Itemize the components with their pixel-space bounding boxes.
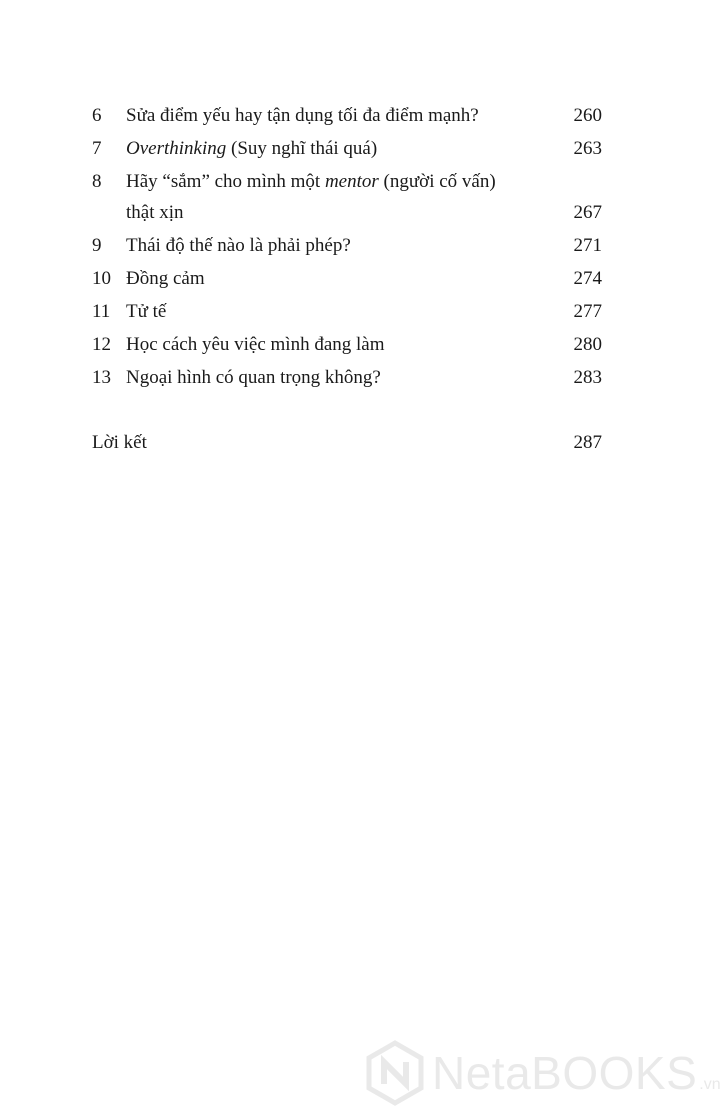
toc-entry-number: 10 xyxy=(92,268,111,289)
toc-entry-13 xyxy=(92,367,602,389)
watermark-brand: NetaBOOKS xyxy=(432,1047,698,1099)
toc-entry-12 xyxy=(92,334,602,356)
toc-entry-number: 7 xyxy=(92,138,102,159)
toc-entry-page: 271 xyxy=(573,235,602,256)
toc-entry-number: 8 xyxy=(92,171,102,192)
toc-entry-title-part: (người cố vấn) xyxy=(378,171,496,192)
toc-entry-title-rest: (Suy nghĩ thái quá) xyxy=(226,138,378,159)
watermark-suffix: .vn xyxy=(699,1076,721,1093)
toc-entry-title: Đồng cảm xyxy=(126,268,205,289)
toc-entry-number: 12 xyxy=(92,334,111,355)
netabooks-watermark xyxy=(362,1038,721,1108)
toc-entry-title: Ngoại hình có quan trọng không? xyxy=(126,367,381,388)
toc-entry-title-italic: mentor xyxy=(324,171,379,192)
toc-entry-title: Lời kết xyxy=(92,432,147,453)
toc-entry-page: 287 xyxy=(573,432,602,453)
toc-entry-number: 9 xyxy=(92,235,102,256)
toc-entry-8 xyxy=(92,171,602,224)
toc-entry-7 xyxy=(92,138,602,160)
toc-entry-page: 263 xyxy=(573,138,602,159)
toc-entry-9 xyxy=(92,235,602,257)
toc-entry-page: 283 xyxy=(573,367,602,388)
toc-entry-closing xyxy=(92,432,602,454)
toc-entry-title-line-1 xyxy=(126,171,550,193)
toc-entry-title xyxy=(126,171,550,224)
toc-entry-title-part: Hãy “sắm” cho mình một xyxy=(126,171,325,192)
toc-entry-number: 13 xyxy=(92,367,111,388)
toc-entry-10 xyxy=(92,268,602,290)
toc-entry-page: 280 xyxy=(573,334,602,355)
toc-entry-11 xyxy=(92,301,602,323)
toc-entry-title-line-2: thật xịn xyxy=(126,202,184,223)
toc-entry-title: Sửa điểm yếu hay tận dụng tối đa điểm mạnh? xyxy=(126,105,479,126)
toc-entry-6 xyxy=(92,105,602,127)
toc-entry-number: 6 xyxy=(92,105,102,126)
toc-entry-title: Học cách yêu việc mình đang làm xyxy=(126,334,385,355)
toc-entry-page: 267 xyxy=(573,202,602,223)
toc-entry-page: 277 xyxy=(573,301,602,322)
netabooks-logo-icon xyxy=(362,1040,428,1106)
toc-entry-page: 260 xyxy=(573,105,602,126)
toc-entry-title: Thái độ thế nào là phải phép? xyxy=(126,235,351,256)
table-of-contents xyxy=(92,105,602,465)
toc-entry-page: 274 xyxy=(573,268,602,289)
toc-entry-title xyxy=(126,138,550,160)
toc-entry-title: Tử tế xyxy=(126,301,167,322)
toc-entry-number: 11 xyxy=(92,301,111,322)
toc-entry-title-italic: Overthinking xyxy=(126,138,227,159)
